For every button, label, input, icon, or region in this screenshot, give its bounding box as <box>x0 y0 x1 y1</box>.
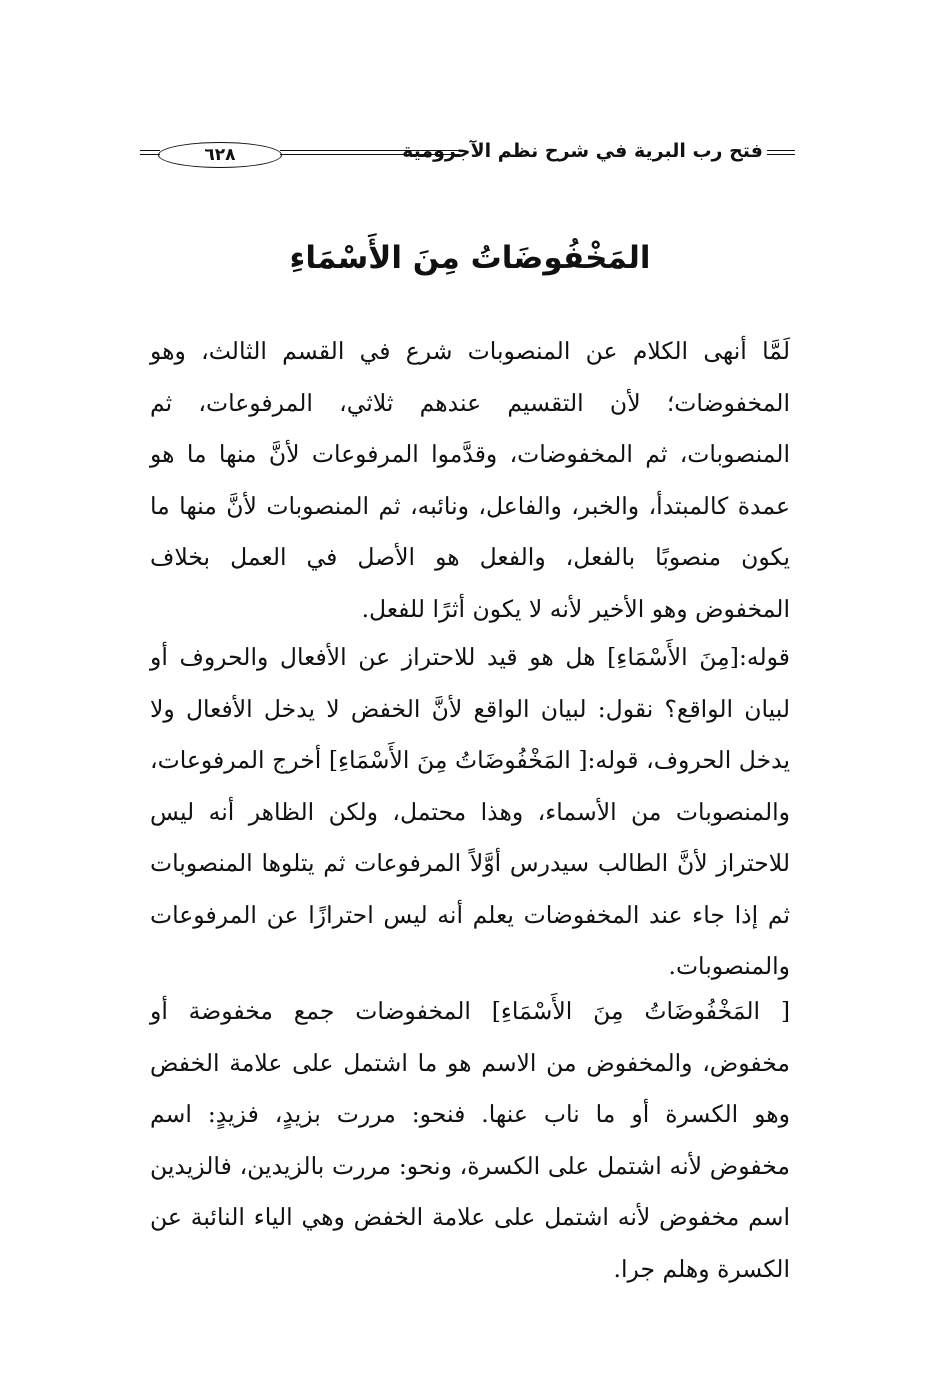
running-header <box>140 138 795 174</box>
header-rule-right <box>767 150 795 151</box>
book-title: فتح رب البرية في شرح نظم الآجرومية <box>402 140 763 162</box>
paragraph <box>150 326 790 635</box>
paragraph-text: [ المَخْفُوضَاتُ مِنَ الأَسْمَاءِ] المخفوضات جمع مخفوضة أو مخفوض، والمخفوض من الاسم هو ما اشتمل على علامة الخفض وهو الكسرة أو ما ناب عنها. فنحو: مررت بزيدٍ، فزيدٍ: اسم مخفوض لأنه اشتمل على الكسرة، ونحو: مررت بالزيدين، فالزيدين اسم مخفوض لأنه اشتمل على علامة الخفض وهي الياء النائبة عن الكسرة وهلم جرا. <box>150 997 790 1283</box>
page-number-text: ٦٢٨ <box>204 145 236 165</box>
page-number <box>158 142 282 168</box>
chapter-heading: المَخْفُوضَاتُ مِنَ الأَسْمَاءِ <box>289 240 651 276</box>
paragraph <box>150 986 790 1295</box>
paragraph-text: قوله:[مِنَ الأَسْمَاءِ] هل هو قيد للاحتراز عن الأفعال والحروف أو لبيان الواقع؟ نقول: لبيان الواقع لأنَّ الخفض لا يدخل الأفعال ولا يدخل الحروف، قوله:[ المَخْفُوضَاتُ مِنَ الأَسْمَاءِ] أخرج المرفوعات، والمنصوبات من الأسماء، وهذا محتمل، ولكن الظاهر أنه ليس للاحتراز لأنَّ الطالب سيدرس أوَّلاً المرفوعات ثم يتلوها المنصوبات ثم إذا جاء عند المخفوضات يعلم أنه ليس احترازًا عن المرفوعات والمنصوبات. <box>150 643 790 980</box>
header-rule-left <box>140 150 160 151</box>
paragraph-text: لَمَّا أنهى الكلام عن المنصوبات شرع في القسم الثالث، وهو المخفوضات؛ لأن التقسيم عندهم ثلاثي، المرفوعات، ثم المنصوبات، ثم المخفوضات، وقدَّموا المرفوعات لأنَّ منها ما هو عمدة كالمبتدأ، والخبر، والفاعل، ونائبه، ثم المنصوبات لأنَّ منها ما يكون منصوبًا بالفعل، والفعل هو الأصل في العمل بخلاف المخفوض وهو الأخير لأنه لا يكون أثرًا للفعل. <box>150 337 790 623</box>
paragraph <box>150 632 790 993</box>
header-rule-middle <box>280 150 460 151</box>
